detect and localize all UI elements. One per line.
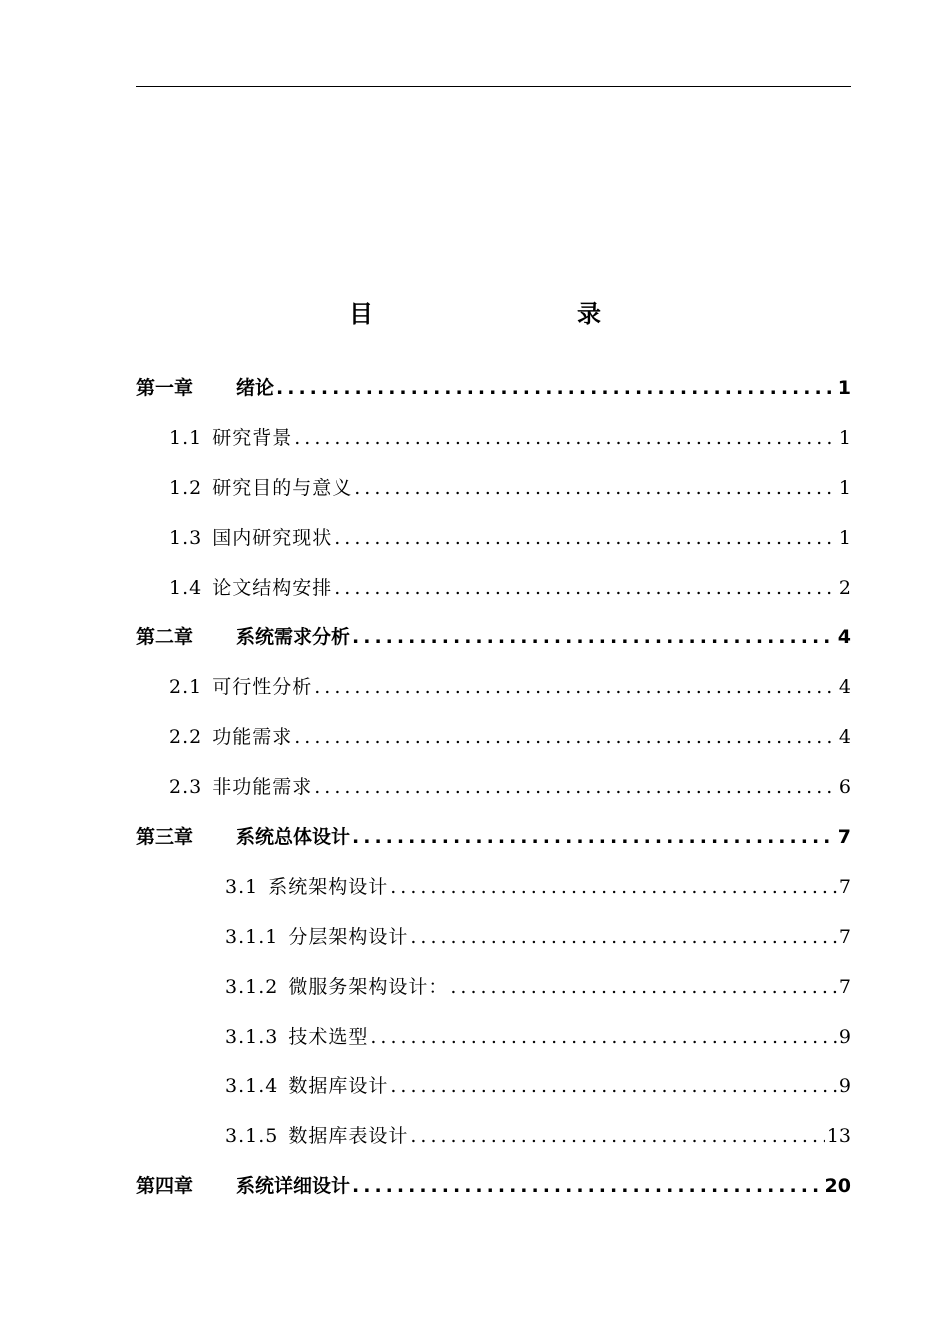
toc-entry[interactable] [136,622,851,672]
toc-entry[interactable] [136,1022,851,1072]
toc-entry-number: 第四章 [136,1175,194,1198]
toc-entry-number: 2.2 [169,726,203,749]
toc-entry[interactable] [136,772,851,822]
toc-dot-leader [354,477,837,499]
toc-title: 目 录 [349,300,653,328]
toc-entry-label: 功能需求 [212,726,293,749]
toc-entry[interactable] [136,722,851,772]
toc-dot-leader [410,1125,824,1147]
toc-entry[interactable] [136,473,851,523]
toc-entry-number: 3.1.1 [225,925,279,948]
toc-entry-page: 4 [838,726,851,749]
toc-entry-page: 1 [838,526,851,549]
toc-entry-label: 微服务架构设计： [288,975,449,998]
toc-entry-page: 4 [838,676,851,699]
toc-entry-label: 研究目的与意义 [212,476,353,499]
toc-entry-number: 第二章 [136,626,194,649]
toc-dot-leader [314,776,837,798]
toc-entry[interactable] [136,1171,851,1221]
toc-entry-label: 技术选型 [288,1025,369,1048]
toc-entry-number: 3.1.3 [225,1025,279,1048]
toc-dot-leader [390,876,837,898]
toc-dot-leader [276,377,836,399]
toc-entry-number: 2.3 [169,776,203,799]
toc-entry[interactable] [136,872,851,922]
toc-entry[interactable] [136,672,851,722]
toc-entry-page: 1 [838,426,851,449]
toc-dot-leader [352,1175,823,1197]
toc-dot-leader [294,427,837,449]
toc-entry-number: 第一章 [136,377,194,399]
toc-entry-number: 1.3 [169,526,203,549]
toc-dot-leader [450,976,837,998]
toc-entry[interactable] [136,523,851,573]
toc-entry-label: 系统详细设计 [236,1175,351,1198]
toc-entry-page: 1 [838,476,851,499]
toc-dot-leader [334,577,837,599]
toc-entry-page: 7 [837,826,851,849]
toc-entry[interactable] [136,1071,851,1121]
toc-entry-page: 1 [837,377,851,399]
toc-entry-page: 7 [838,875,851,898]
toc-entry[interactable] [136,373,851,423]
toc-entry-number: 1.1 [169,426,203,449]
toc-entry[interactable] [136,822,851,872]
toc-entry-label: 研究背景 [212,426,293,449]
toc-dot-leader [370,1026,837,1048]
table-of-contents [136,373,851,1221]
toc-entry-page: 2 [838,576,851,599]
toc-dot-leader [352,626,836,648]
toc-entry[interactable] [136,1121,851,1171]
toc-entry[interactable] [136,573,851,623]
toc-entry-label: 非功能需求 [212,776,313,799]
toc-entry-label: 绪论 [236,377,275,399]
toc-entry-number: 第三章 [136,826,194,849]
toc-entry-number: 3.1 [225,875,259,898]
toc-entry-page: 9 [838,1075,851,1098]
toc-entry-page: 7 [838,925,851,948]
toc-entry-label: 数据库表设计 [288,1125,409,1148]
toc-dot-leader [410,926,837,948]
toc-entry-label: 国内研究现状 [212,526,333,549]
toc-entry-page: 20 [824,1175,851,1198]
toc-dot-leader [314,676,837,698]
toc-entry-page: 9 [838,1025,851,1048]
toc-dot-leader [352,826,836,848]
toc-entry-number: 2.1 [169,676,203,699]
toc-entry-number: 3.1.4 [225,1075,279,1098]
toc-dot-leader [294,726,837,748]
toc-entry[interactable] [136,972,851,1022]
toc-entry-page: 7 [838,975,851,998]
toc-dot-leader [334,527,837,549]
toc-entry[interactable] [136,922,851,972]
toc-entry-page: 4 [837,626,851,649]
toc-entry-number: 1.4 [169,576,203,599]
toc-entry-number: 3.1.5 [225,1125,279,1148]
toc-entry-label: 系统架构设计 [268,875,389,898]
toc-entry-label: 数据库设计 [288,1075,389,1098]
toc-entry-number: 3.1.2 [225,975,279,998]
toc-dot-leader [390,1075,837,1097]
header-rule [136,86,851,87]
toc-entry-label: 分层架构设计 [288,925,409,948]
toc-entry-page: 6 [838,776,851,799]
toc-entry-label: 系统需求分析 [236,626,351,649]
toc-entry-page: 13 [826,1125,851,1148]
toc-entry-number: 1.2 [169,476,203,499]
toc-entry-label: 论文结构安排 [212,576,333,599]
toc-entry[interactable] [136,423,851,473]
toc-entry-label: 可行性分析 [212,676,313,699]
toc-entry-label: 系统总体设计 [236,826,351,849]
